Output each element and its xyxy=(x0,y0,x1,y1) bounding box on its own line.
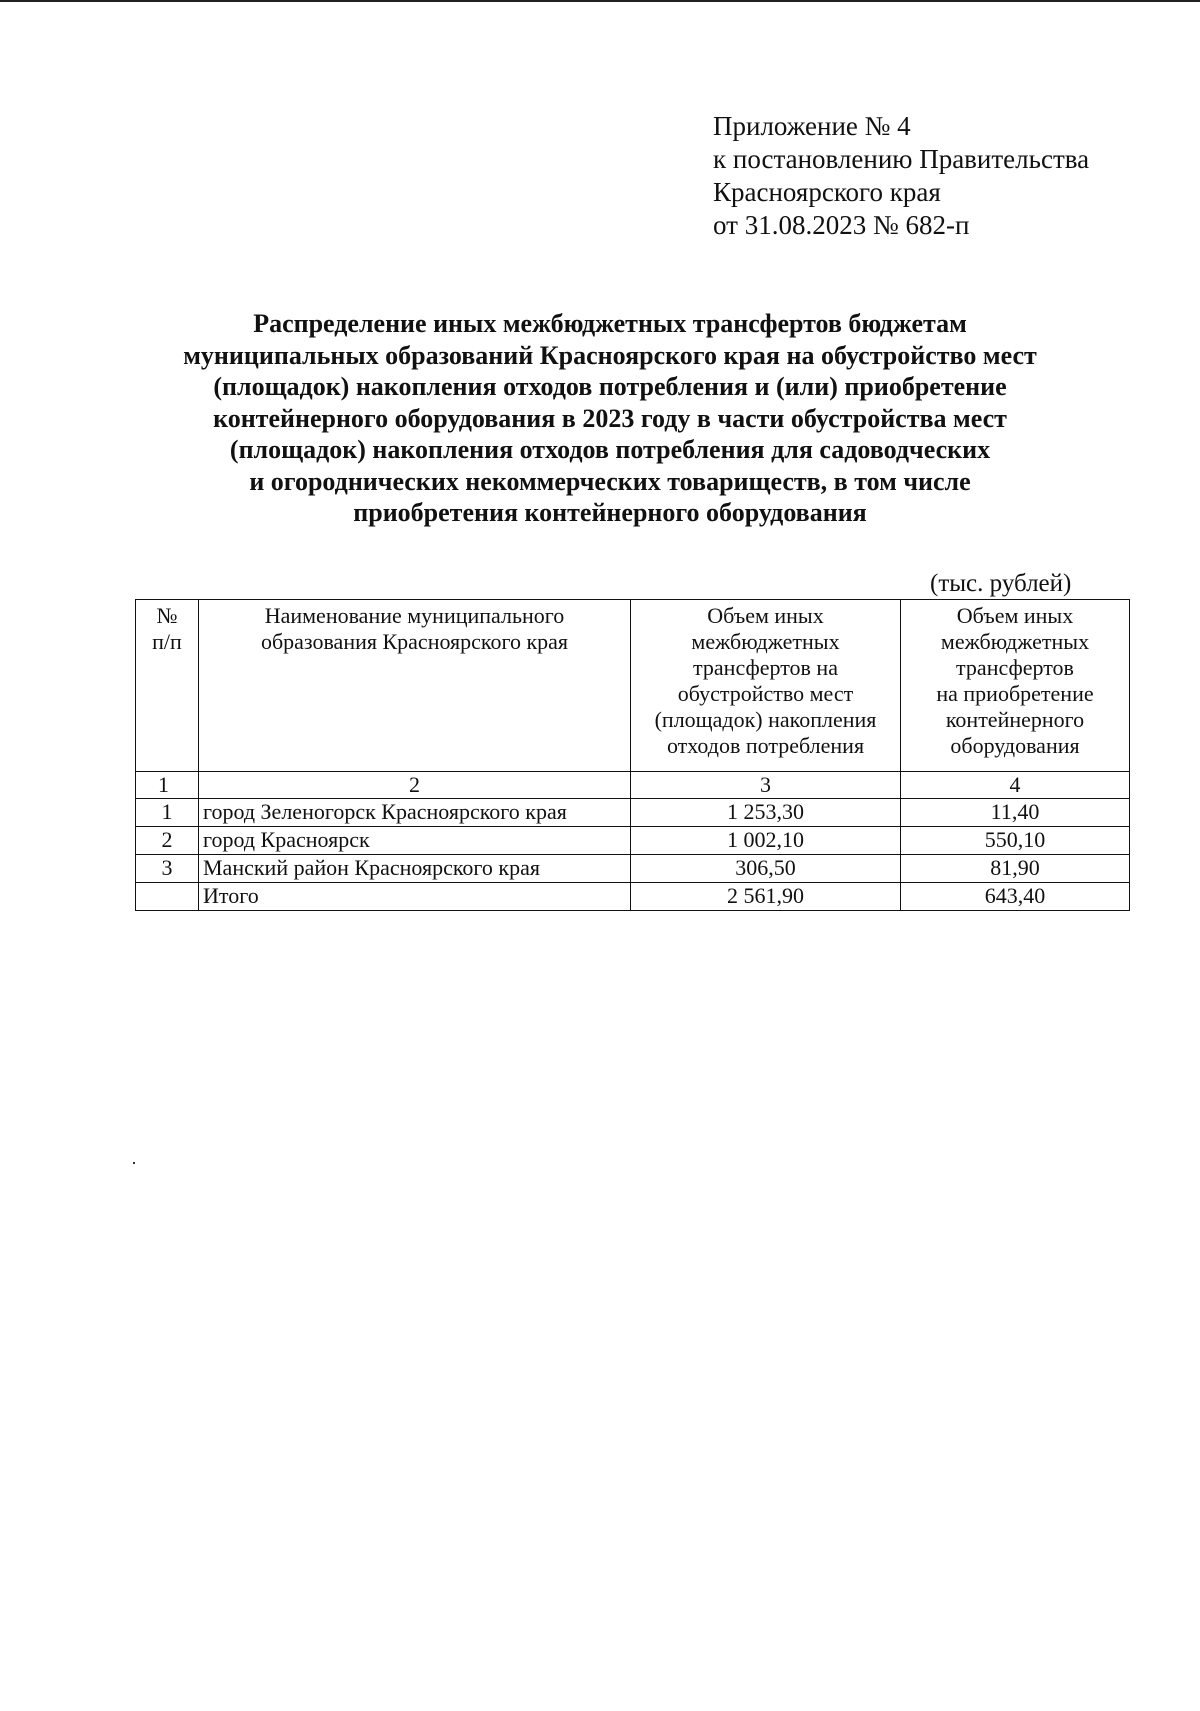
page-top-edge xyxy=(0,0,1200,2)
column-index-row xyxy=(136,772,1130,799)
header-line: межбюджетных xyxy=(940,629,1090,654)
appendix-line-4: от 31.08.2023 № 682-п xyxy=(713,210,970,240)
row-number: 2 xyxy=(136,827,199,855)
row-number: 1 xyxy=(136,799,199,827)
volume-containers-value: 81,90 xyxy=(901,855,1130,883)
appendix-line-1: Приложение № 4 xyxy=(713,111,911,141)
header-line: Наименование муниципального xyxy=(264,603,565,628)
header-volume-sites xyxy=(631,600,901,772)
volume-sites-value: 306,50 xyxy=(631,855,901,883)
units-label: (тыс. рублей) xyxy=(930,570,1072,597)
title-line: и огороднических некоммерческих товариществ, в том числе xyxy=(249,466,971,496)
row-number: 3 xyxy=(136,855,199,883)
column-index: 1 xyxy=(136,772,199,799)
header-volume-containers xyxy=(901,600,1130,772)
header-number xyxy=(136,600,199,772)
title-line: приобретения контейнерного оборудования xyxy=(353,498,867,527)
total-row xyxy=(136,883,1130,911)
scan-speck xyxy=(133,1162,135,1164)
title-line: Распределение иных межбюджетных трансфертов бюджетам xyxy=(253,309,967,338)
title-line: контейнерного оборудования в 2023 году в части обустройства мест xyxy=(213,403,1007,433)
volume-containers-value: 550,10 xyxy=(901,827,1130,855)
appendix-line-2: к постановлению Правительства xyxy=(713,144,1090,174)
header-line: Объем иных xyxy=(707,603,824,628)
header-line: трансфертов xyxy=(956,655,1074,680)
header-line: отходов потребления xyxy=(666,733,865,758)
header-line: межбюджетных xyxy=(691,629,840,654)
municipality-name: город Красноярск xyxy=(199,827,631,855)
header-line: образования Красноярского края xyxy=(260,629,569,654)
total-volume-containers: 643,40 xyxy=(901,883,1130,911)
row-number xyxy=(136,883,199,911)
header-line: п/п xyxy=(152,629,182,654)
distribution-table xyxy=(135,599,1130,911)
header-line: оборудования xyxy=(950,733,1080,758)
header-line: контейнерного xyxy=(945,707,1085,732)
column-index: 2 xyxy=(199,772,631,799)
title-line: (площадок) накопления отходов потребления и (или) приобретение xyxy=(213,372,1007,401)
header-municipality xyxy=(199,600,631,772)
column-index: 3 xyxy=(631,772,901,799)
municipality-name: город Зеленогорск Красноярского края xyxy=(199,799,631,827)
header-line: (площадок) накопления xyxy=(654,707,877,732)
header-line: Объем иных xyxy=(956,603,1074,628)
table-row xyxy=(136,855,1130,883)
volume-sites-value: 1 002,10 xyxy=(631,827,901,855)
appendix-reference xyxy=(713,110,1153,242)
header-line: на приобретение xyxy=(936,681,1094,706)
volume-containers-value: 11,40 xyxy=(901,799,1130,827)
table-row xyxy=(136,799,1130,827)
municipality-name: Манский район Красноярского края xyxy=(199,855,631,883)
document-title xyxy=(110,308,1110,529)
title-line: муниципальных образований Красноярского края на обустройство мест xyxy=(183,340,1037,370)
table-row xyxy=(136,827,1130,855)
header-line: № xyxy=(156,603,178,628)
total-label: Итого xyxy=(199,883,631,911)
title-line: (площадок) накопления отходов потребления для садоводческих xyxy=(229,435,991,464)
volume-sites-value: 1 253,30 xyxy=(631,799,901,827)
column-index: 4 xyxy=(901,772,1130,799)
header-line: трансфертов на xyxy=(693,655,838,680)
header-line: обустройство мест xyxy=(677,681,854,706)
appendix-line-3: Красноярского края xyxy=(713,177,941,207)
table-header-row xyxy=(136,600,1130,772)
total-volume-sites: 2 561,90 xyxy=(631,883,901,911)
